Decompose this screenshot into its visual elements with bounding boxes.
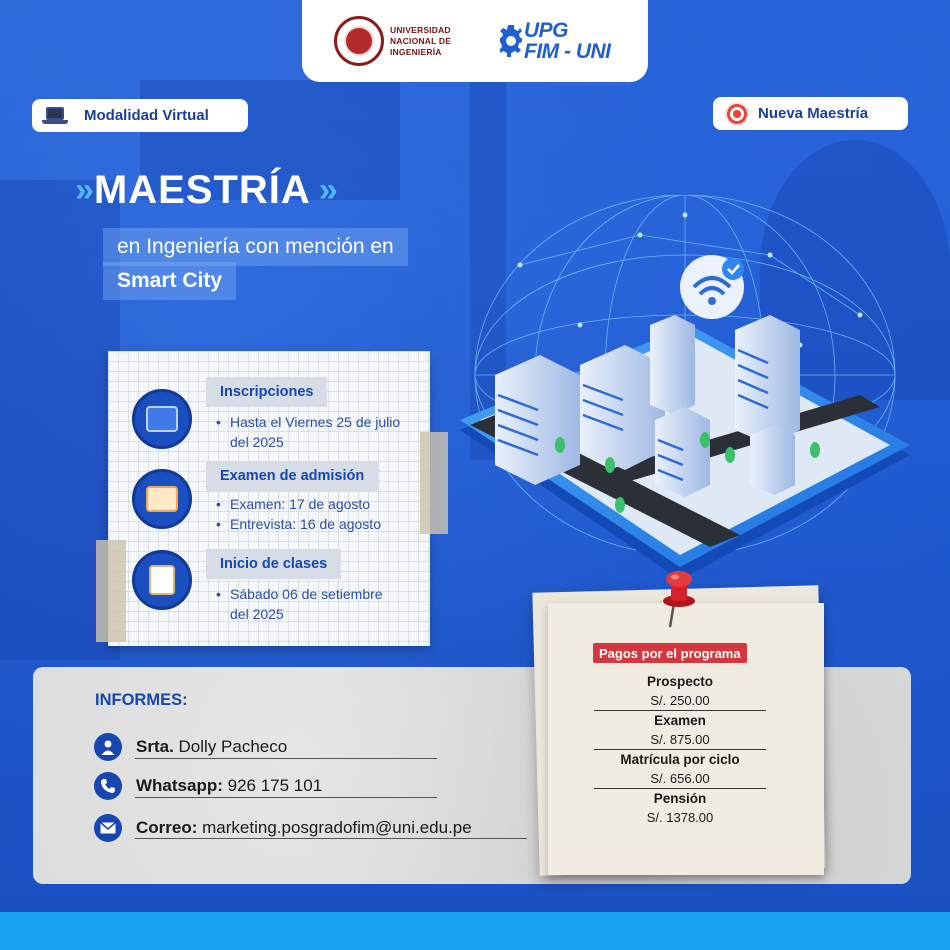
schedule-heading: Inscripciones (206, 377, 327, 407)
tape-strip (420, 432, 448, 534)
contact-name-label: Srta. (136, 737, 174, 756)
payment-item-name: Pensión (653, 791, 707, 806)
subtitle-line1: en Ingeniería con mención en (103, 228, 408, 266)
chevron-right-icon: » (75, 171, 88, 209)
title-row (75, 168, 332, 213)
payment-item-name: Examen (654, 713, 706, 728)
calendar-icon (132, 469, 192, 529)
page-title: MAESTRÍA (93, 168, 311, 212)
university-name-line: INGENIERÍA (390, 46, 442, 57)
contact-name-value: Dolly Pacheco (178, 737, 288, 756)
university-name-line: UNIVERSIDAD (390, 24, 451, 35)
subtitle-line2: Smart City (103, 262, 236, 300)
schedule-line: • Hasta el Viernes 25 de julio del 2025 (216, 412, 406, 452)
whatsapp-label: Whatsapp: (136, 776, 223, 795)
schedule-line: • Entrevista: 16 de agosto (216, 514, 416, 534)
payment-item-amount: S/. 250.00 (650, 693, 710, 708)
payment-item-amount: S/. 875.00 (650, 732, 710, 747)
bottom-bar (0, 912, 950, 950)
new-program-label: Nueva Maestría (758, 105, 869, 122)
email-label: Correo: (136, 818, 198, 837)
payments-label: Pagos por el programa (593, 643, 747, 663)
upg-logo-line: UPG (524, 19, 569, 42)
university-name (390, 25, 462, 58)
university-seal-icon (334, 16, 384, 66)
modality-label: Modalidad Virtual (84, 107, 209, 124)
underline (135, 797, 437, 798)
divider (594, 710, 766, 711)
user-icon (94, 733, 122, 761)
payment-item-amount: S/. 656.00 (650, 771, 710, 786)
upg-logo (500, 20, 610, 62)
upg-logo-text (524, 20, 610, 62)
pushpin-icon (652, 565, 702, 635)
wifi-icon (680, 255, 744, 319)
upg-logo-line: FIM - UNI (524, 40, 611, 63)
tape-strip (96, 540, 126, 642)
target-icon (725, 102, 749, 126)
contact-whatsapp (94, 772, 322, 800)
email-value[interactable]: marketing.posgradofim@uni.edu.pe (202, 818, 472, 837)
chevron-right-icon: » (318, 171, 332, 209)
payment-item-name: Matrícula por ciclo (620, 752, 740, 767)
clipboard-icon (132, 550, 192, 610)
schedule-lines (216, 584, 386, 624)
smart-city-illustration (440, 195, 930, 605)
payment-item-amount: S/. 1378.00 (646, 810, 714, 825)
gear-icon (500, 23, 522, 59)
schedule-card (108, 351, 430, 646)
underline (135, 838, 527, 839)
divider (594, 788, 766, 789)
header-logo-card (302, 0, 648, 82)
whatsapp-value[interactable]: 926 175 101 (227, 776, 323, 795)
informes-title: INFORMES: (95, 691, 188, 709)
university-name-line: NACIONAL DE (390, 35, 452, 46)
schedule-lines (216, 412, 406, 452)
phone-icon (94, 772, 122, 800)
schedule-heading: Inicio de clases (206, 549, 341, 579)
laptop-icon (42, 107, 68, 125)
contact-name (94, 733, 287, 761)
divider (594, 749, 766, 750)
schedule-heading: Examen de admisión (206, 461, 378, 491)
schedule-lines (216, 494, 416, 534)
payment-item-name: Prospecto (646, 674, 714, 689)
mail-icon (94, 814, 122, 842)
schedule-line: • Sábado 06 de setiembre del 2025 (216, 584, 386, 624)
schedule-line: • Examen: 17 de agosto (216, 494, 416, 514)
modality-pill (32, 99, 248, 132)
laptop-icon (132, 389, 192, 449)
underline (135, 758, 437, 759)
new-program-pill (713, 97, 908, 130)
